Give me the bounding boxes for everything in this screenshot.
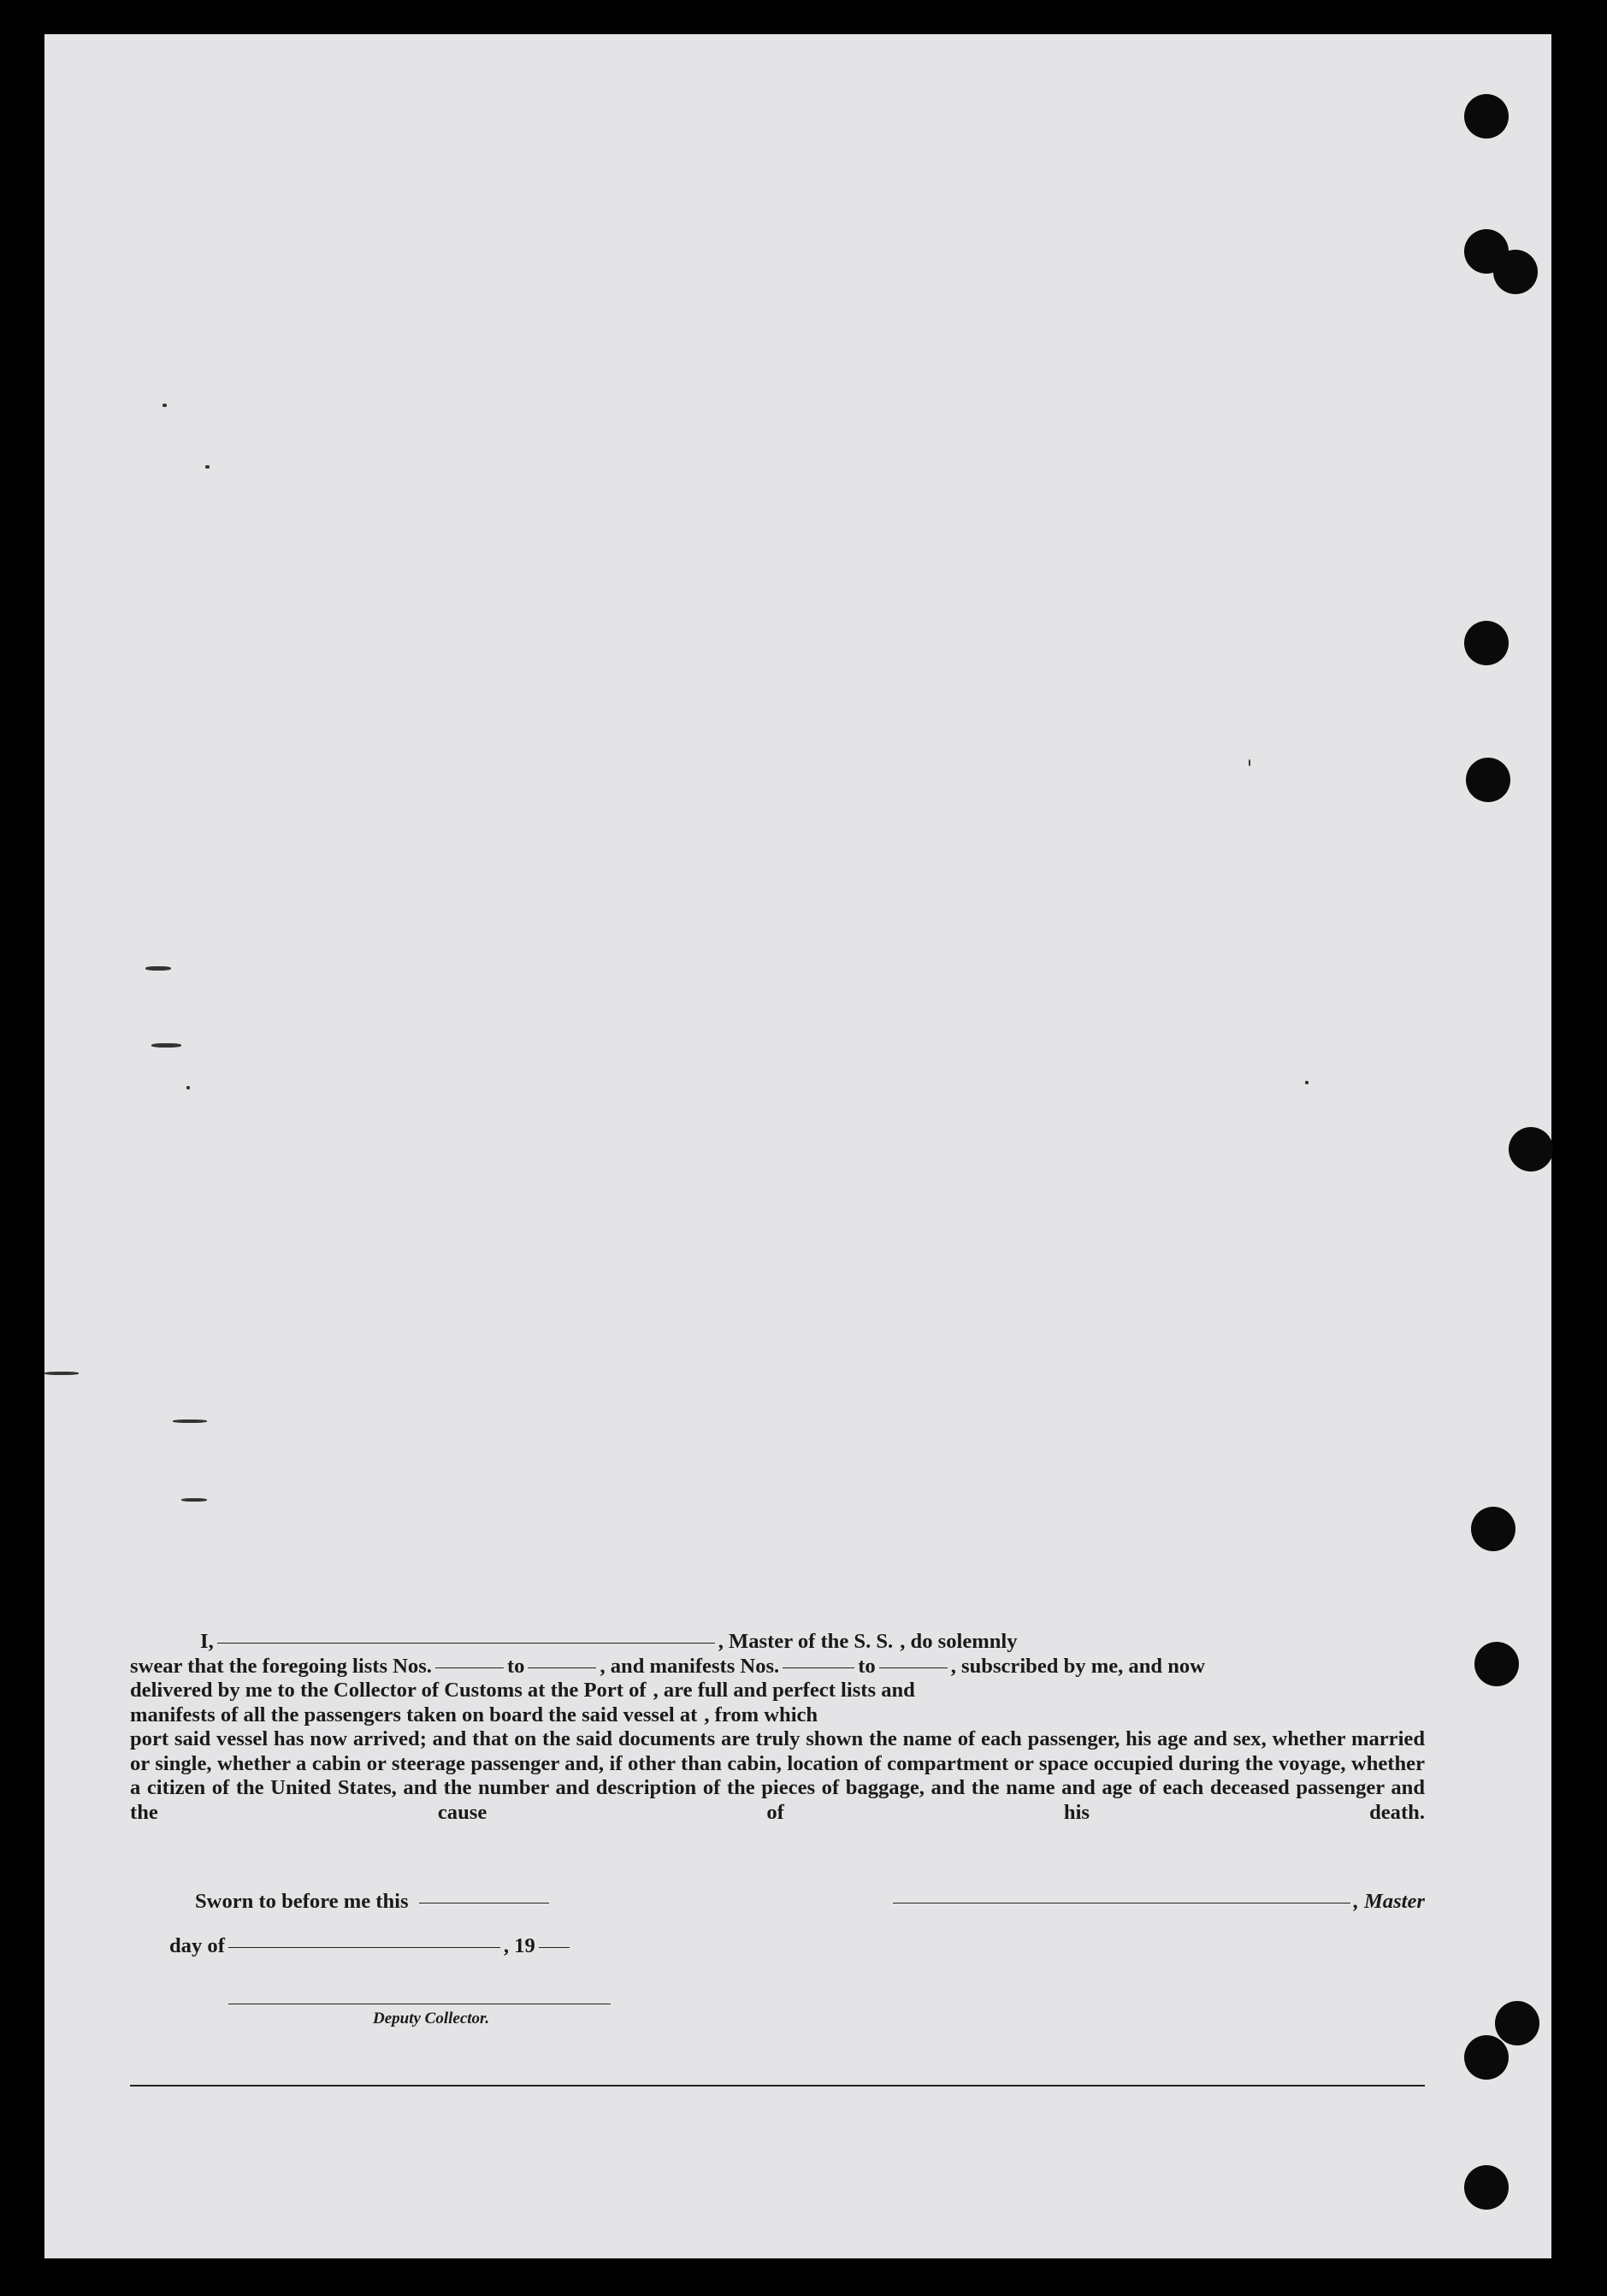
ink-speck [1305,1081,1309,1084]
month-blank [228,1947,500,1948]
oath-line-1 [130,1630,1425,1655]
ink-speck [1249,759,1250,766]
oath-text: to [858,1654,876,1678]
punch-hole [1474,1642,1519,1686]
punch-hole [1466,758,1510,802]
day-of-label: day of [169,1934,225,1957]
ink-speck [186,1086,190,1089]
oath-text: manifests of all the passengers taken on board the said vessel at [130,1703,698,1726]
list-to-blank [528,1667,596,1668]
punch-hole [1493,250,1538,294]
oath-text: , do solemnly [900,1630,1018,1653]
punch-hole [1495,2001,1539,2045]
day-of-line [169,1934,573,1958]
oath-paragraph [130,1630,1425,1825]
ink-speck [173,1420,207,1423]
oath-text: I, [200,1630,214,1653]
sworn-line [195,1890,552,1914]
bottom-rule [130,2085,1425,2086]
oath-text: , and manifests Nos. [600,1654,780,1678]
master-label: , Master [1353,1890,1425,1913]
punch-hole [1464,2035,1509,2080]
ink-speck [162,404,167,407]
master-signature-line [889,1890,1425,1914]
ink-speck [181,1498,207,1502]
manifest-from-blank [783,1667,854,1668]
oath-body: port said vessel has now arrived; and that on the said documents are truly shown the name of each passenger, his age and sex, whether married or single, whether a cabin or steerage passenger and, if other than cabin, location of compartment or space occupied during the voyage, whether a citizen of the United States, and the number and description of the pieces of baggage, and the name and age of each deceased passenger and the cause of his death. [130,1727,1425,1824]
sworn-label: Sworn to before me this [195,1890,409,1913]
oath-text: , Master of the S. S. [718,1630,894,1653]
oath-line-3 [130,1679,1425,1703]
oath-text: , from which [704,1703,818,1726]
oath-line-4 [130,1703,1425,1728]
oath-text: , subscribed by me, and now [950,1654,1205,1678]
punch-hole [1464,94,1509,139]
punch-hole [1464,2165,1509,2210]
ink-speck [44,1372,79,1375]
punch-hole [1509,1127,1553,1172]
document-page [44,34,1551,2258]
oath-text: swear that the foregoing lists Nos. [130,1654,432,1678]
deputy-collector-label: Deputy Collector. [373,2010,490,2027]
manifest-to-blank [879,1667,948,1668]
punch-hole [1464,621,1509,665]
list-from-blank [435,1667,504,1668]
oath-text: , are full and perfect lists and [653,1679,915,1702]
ink-speck [205,465,210,469]
year-label: , 19 [503,1934,535,1957]
master-name-blank [217,1643,715,1644]
ink-speck [151,1043,181,1048]
punch-hole [1471,1507,1515,1551]
signature-block [130,1890,1425,2044]
oath-line-2 [130,1655,1425,1679]
ink-speck [145,966,171,971]
year-blank [539,1947,570,1948]
oath-text: delivered by me to the Collector of Customs at the Port of [130,1679,647,1702]
oath-text: to [506,1654,525,1678]
